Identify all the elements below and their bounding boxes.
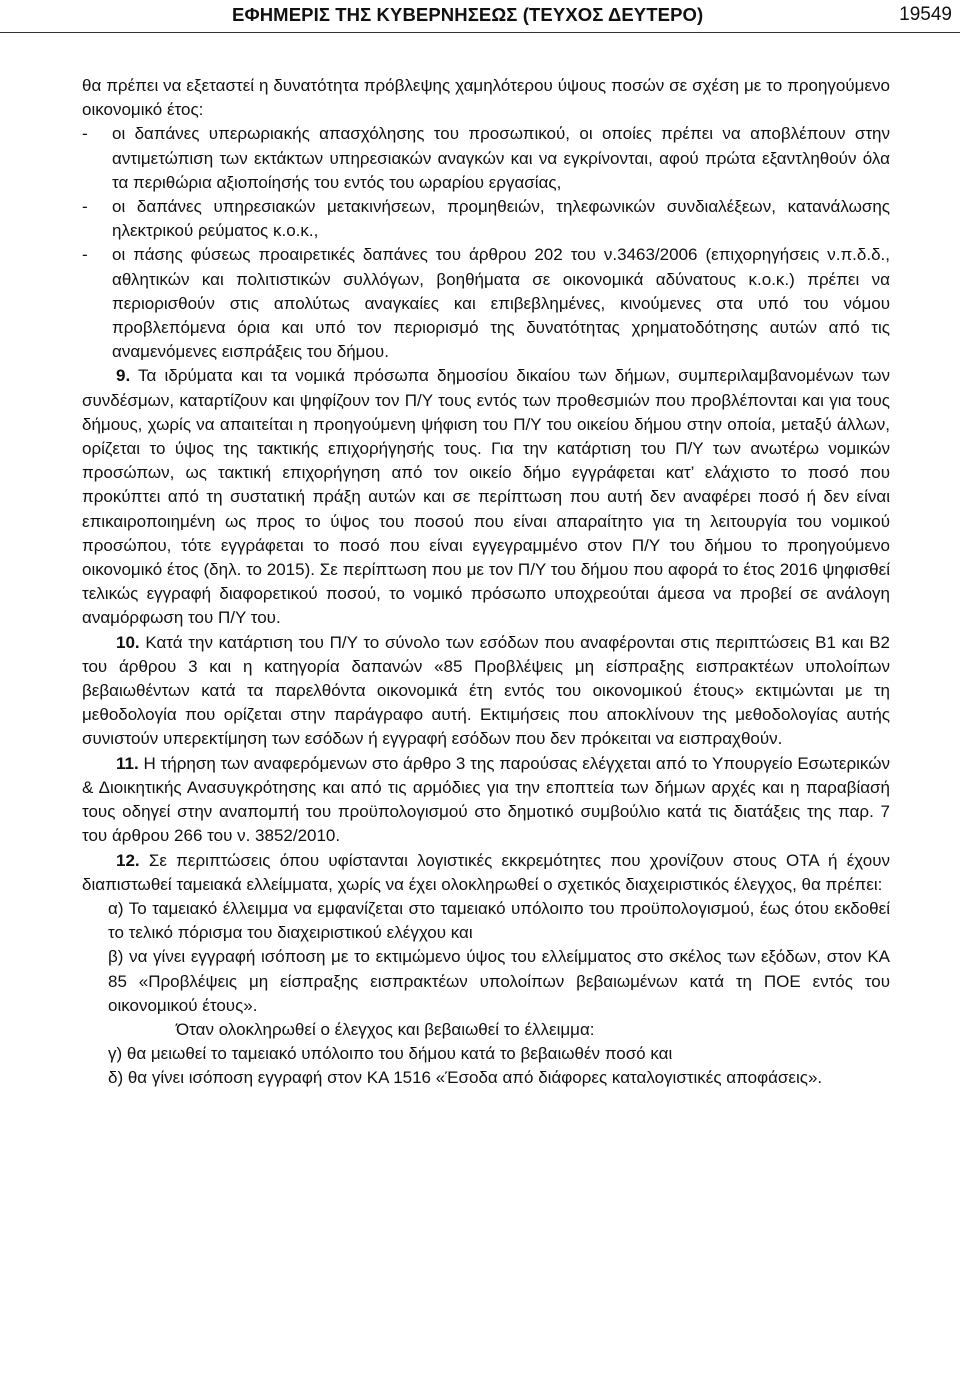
item-a: α) Το ταμειακό έλλειμμα να εμφανίζεται στο ταμειακό υπόλοιπο του προϋπολογισμού, έως ότου εκδοθεί το τελικό πόρισμα του διαχειριστικού ελέγχου και (108, 898, 890, 943)
paragraph-number: 9. (116, 366, 131, 386)
bullet-dash: - (82, 245, 88, 265)
bullet-item (82, 122, 890, 195)
bullet-text: οι δαπάνες υπηρεσιακών μετακινήσεων, προμηθειών, τηλεφωνικών συνδιαλέξεων, κατανάλωσης ηλεκτρικού ρεύματος κ.ο.κ., (112, 197, 890, 241)
paragraph-text: Τα ιδρύματα και τα νομικά πρόσωπα δημοσίου δικαίου των δήμων, συμπεριλαμβανομένων των συνδέσμων, καταρτίζουν και ψηφίζουν τον Π/Υ τους εντός των προθεσμιών που προβλέπονται και για τους δήμους, χωρίς να απαιτείται η προηγούμενη ψήφιση του Π/Υ του οικείου δήμου στην οποία, μεταξύ άλλων, ορίζεται το ύψος της τακτικής επιχορήγησής τους. Για την κατάρτιση του Π/Υ των ανωτέρω νομικών προσώπων, ως τακτική επιχορήγηση από τον οικείο δήμο εγγράφεται κατ’ ελάχιστο το ποσό που προκύπτει από τη συστατική πράξη αυτών και σε περίπτωση που αυτή δεν αναφέρει ποσό ή δεν είναι επικαιροποιημένη ως προς το ύψος του ποσού που είναι απαραίτητο για τη λειτουργία του νομικού προσώπου, τότε εγγράφεται το ποσό που είναι εγγεγραμμένο στον Π/Υ του δήμου το προηγούμενο οικονομικό έτος (δηλ. το 2015). Σε περίπτωση που με τον Π/Υ του δήμου που αφορά το έτος 2016 ψηφισθεί τελικώς εγγραφή διαφορετικού ποσού, το νομικό πρόσωπο υποχρεούται άμεσα να προβεί σε ανάλογη αναμόρφωση του Π/Υ του. (82, 366, 890, 628)
bullet-dash: - (82, 124, 88, 144)
bullet-item (82, 195, 890, 243)
intro-paragraph: θα πρέπει να εξεταστεί η δυνατότητα πρόβλεψης χαμηλότερου ύψους ποσών σε σχέση με το προηγούμενο οικονομικό έτος: (82, 76, 890, 120)
page-header (0, 0, 960, 32)
paragraph-12 (82, 849, 890, 897)
paragraph-number: 12. (116, 850, 140, 870)
bullet-dash: - (82, 197, 88, 217)
document-body (82, 74, 890, 1091)
paragraph-text: Κατά την κατάρτιση του Π/Υ το σύνολο των εσόδων που αναφέρονται στις περιπτώσεις Β1 και Β2 του άρθρου 3 και η κατηγορία δαπανών «85 Προβλέψεις μη είσπραξης εισπρακτέων υπολοίπων βεβαιωθέντων κατά τα παρελθόντα οικονομικά έτη εντός του οικονομικού έτους» εκτιμώνται με τη μεθοδολογία που ορίζεται στην παράγραφο αυτή. Εκτιμήσεις που αποκλίνουν της μεθοδολογίας αυτής συνιστούν υπερεκτίμηση των εσόδων ή εγγραφή εσόδων που δεν πρόκειται να εισπραχθούν. (82, 632, 890, 749)
item-d: δ) θα γίνει ισόποση εγγραφή στον ΚΑ 1516 «Έσοδα από διάφορες καταλογιστικές αποφάσεις». (108, 1068, 823, 1088)
gazette-title: ΕΦΗΜΕΡΙΣ ΤΗΣ ΚΥΒΕΡΝΗΣΕΩΣ (ΤΕΥΧΟΣ ΔΕΥΤΕΡΟ) (232, 4, 704, 25)
header-rule (0, 32, 960, 33)
item-b: β) να γίνει εγγραφή ισόποση με το εκτιμώμενο ύψος του ελλείμματος στο σκέλος των εξόδων, στον ΚΑ 85 «Προβλέψεις μη είσπραξης εισπρακτέων υπολοίπων βεβαιωμένων κατά τη ΠΟΕ εντός του οικονομικού έτους». (108, 947, 890, 1015)
completion-note: Όταν ολοκληρωθεί ο έλεγχος και βεβαιωθεί το έλλειμμα: (176, 1019, 595, 1039)
paragraph-text: Η τήρηση των αναφερόμενων στο άρθρο 3 της παρούσας ελέγχεται από το Υπουργείο Εσωτερικών & Διοικητικής Ανασυγκρότησης και από τις αρμόδιες για την εποπτεία των δήμων αρχές και η παραβίασή τους οδηγεί στην αναπομπή του προϋπολογισμού στο δημοτικό συμβούλιο κατά τις διατάξεις της παρ. 7 του άρθρου 266 του ν. 3852/2010. (82, 753, 890, 846)
paragraph-11 (82, 752, 890, 849)
paragraph-text: Σε περιπτώσεις όπου υφίστανται λογιστικές εκκρεμότητες που χρονίζουν στους ΟΤΑ ή έχουν διαπιστωθεί ταμειακά ελλείμματα, χωρίς να έχει ολοκληρωθεί ο σχετικός διαχειριστικός έλεγχος, θα πρέπει: (82, 850, 890, 894)
paragraph-number: 11. (116, 753, 139, 773)
paragraph-number: 10. (116, 632, 140, 652)
bullet-text: οι δαπάνες υπερωριακής απασχόλησης του προσωπικού, οι οποίες πρέπει να αποβλέπουν στην αντιμετώπιση των εκτάκτων υπηρεσιακών αναγκών και να εγκρίνονται, αφού πρώτα εξαντληθούν όλα τα περιθώρια αξιοποίησής του εντός του ωραρίου εργασίας, (112, 124, 890, 192)
item-c: γ) θα μειωθεί το ταμειακό υπόλοιπο του δήμου κατά το βεβαιωθέν ποσό και (108, 1044, 673, 1064)
paragraph-9 (82, 364, 890, 630)
bullet-text: οι πάσης φύσεως προαιρετικές δαπάνες του άρθρου 202 του ν.3463/2006 (επιχορηγήσεις ν.π.δ.δ., αθλητικών και πολιτιστικών συλλόγων, βοηθήματα σε οικονομικά αδύνατους κ.ο.κ.) πρέπει να περιορισθούν στις απολύτως αναγκαίες και επιβεβλημένες, κινούμενες στα υπό του νόμου προβλεπόμενα όρια και υπό τον περιορισμό της δυνατότητας χρηματοδότησης αυτών από τις αναμενόμενες εισπράξεις του δήμου. (112, 245, 890, 362)
page-number: 19549 (899, 4, 952, 25)
bullet-item (82, 243, 890, 364)
paragraph-10 (82, 631, 890, 752)
